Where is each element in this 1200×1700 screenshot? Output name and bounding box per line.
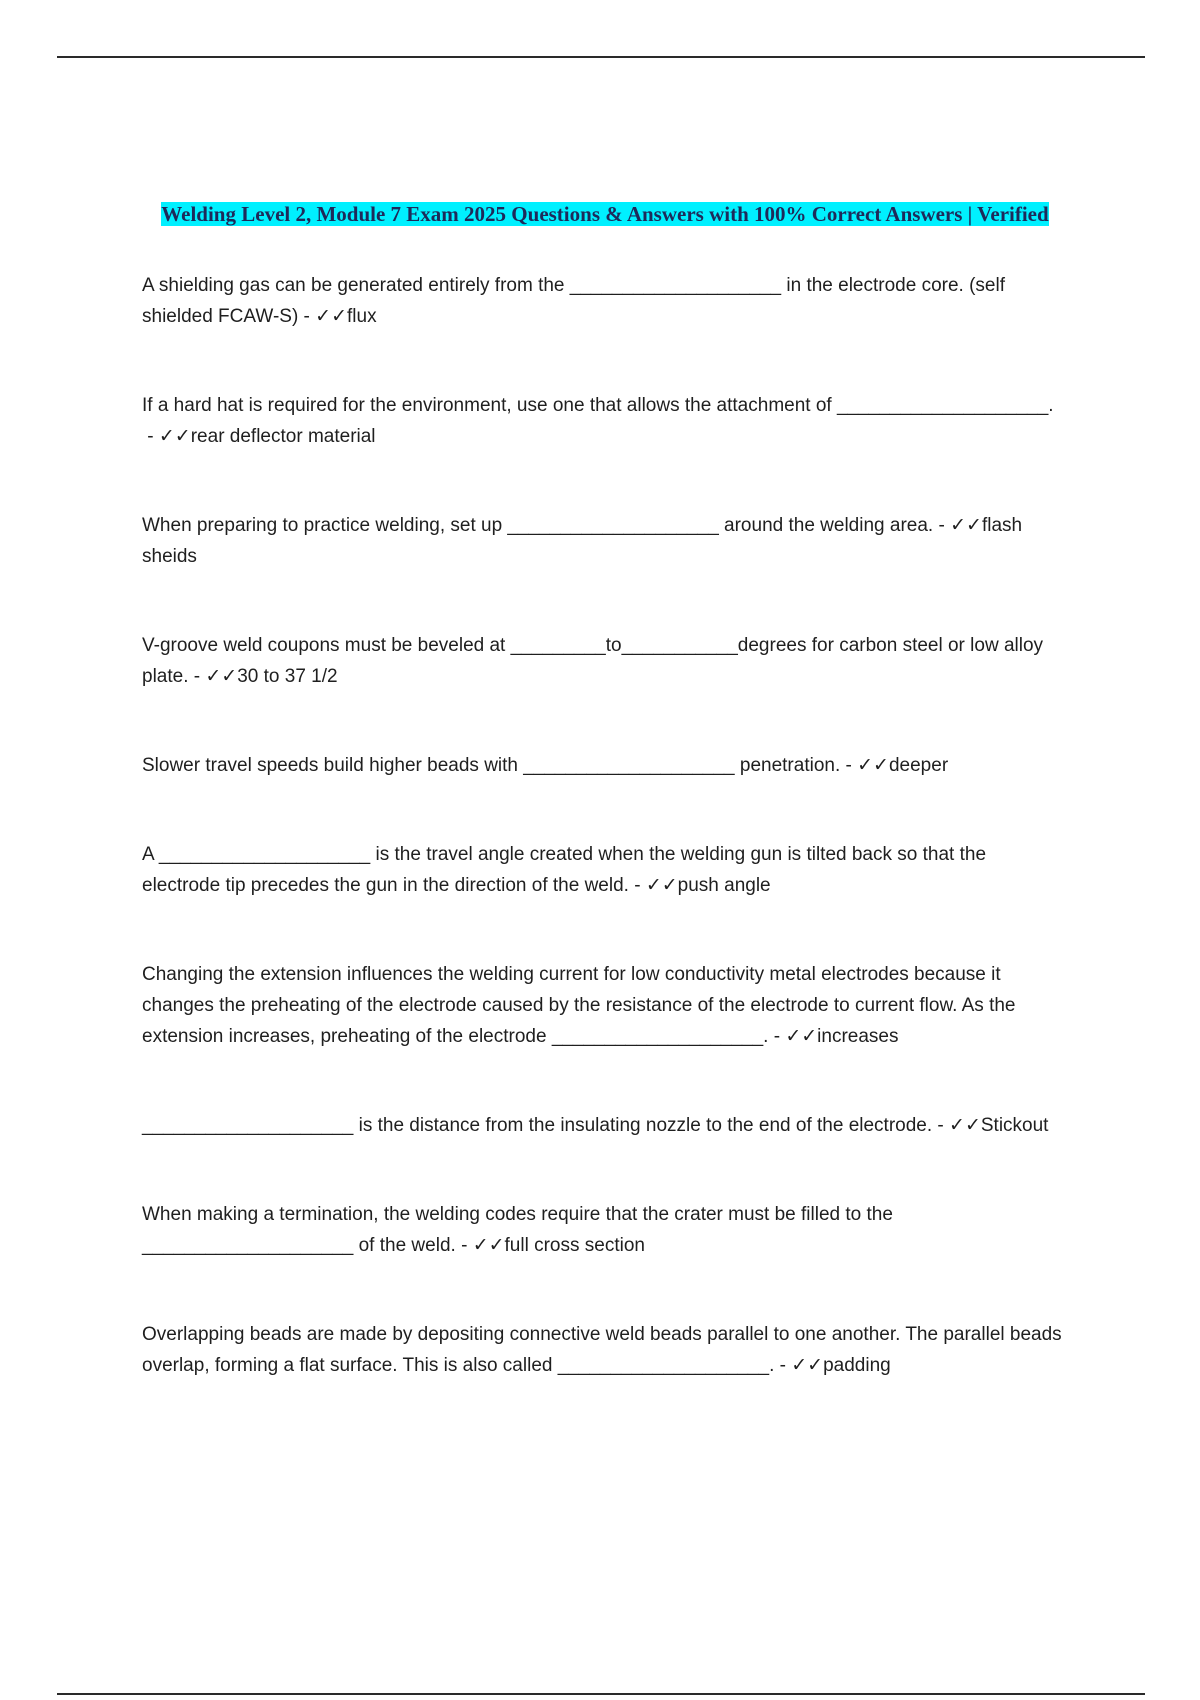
separator: - <box>774 1355 792 1376</box>
check-mark-icon: ✓✓ <box>645 875 678 896</box>
separator: - <box>188 666 206 687</box>
question-text: When making a termination, the welding codes require that the crater must be filled to the ____________________ of the weld. <box>142 1204 893 1256</box>
question-text: A shielding gas can be generated entirely from the ____________________ in the electrode core. (self shielded FCAW-S) <box>142 275 1005 327</box>
answer-text: flash sheids <box>142 515 1023 567</box>
answer-text: increases <box>817 1026 899 1047</box>
document-title-text: Welding Level 2, Module 7 Exam 2025 Questions & Answers with 100% Correct Answers | Verified <box>161 202 1049 226</box>
check-mark-icon: ✓✓ <box>950 515 982 536</box>
document-body <box>142 200 1068 1381</box>
question-text: If a hard hat is required for the environment, use one that allows the attachment of ____________________. <box>142 395 1054 416</box>
qa-item-9 <box>142 1199 1068 1261</box>
separator: - <box>628 875 646 896</box>
answer-text: push angle <box>677 875 771 896</box>
qa-item-10 <box>142 1319 1068 1381</box>
check-mark-icon: ✓✓ <box>315 306 348 327</box>
answer-text: rear deflector material <box>190 426 376 447</box>
header-rule <box>57 56 1145 58</box>
answer-text: Stickout <box>980 1115 1049 1136</box>
question-text: Changing the extension influences the welding current for low conductivity metal electrodes because it changes the preheating of the electrode caused by the resistance of the electrode to current flow. As the extension increases, preheating of the electrode ____________________. <box>142 964 1016 1047</box>
check-mark-icon: ✓✓ <box>949 1115 981 1136</box>
separator: - <box>298 306 316 327</box>
qa-item-7 <box>142 959 1068 1052</box>
question-text: When preparing to practice welding, set up ____________________ around the welding area. <box>142 515 934 536</box>
answer-text: flux <box>347 306 377 327</box>
question-text: Slower travel speeds build higher beads with ____________________ penetration. <box>142 755 841 776</box>
check-mark-icon: ✓✓ <box>472 1235 505 1256</box>
separator: - <box>933 515 951 536</box>
question-text: ____________________ is the distance from the insulating nozzle to the end of the electrode. <box>142 1115 933 1136</box>
check-mark-icon: ✓✓ <box>791 1355 824 1376</box>
question-text: Overlapping beads are made by depositing connective weld beads parallel to one another. The parallel beads overlap, forming a flat surface. This is also called ____________________. <box>142 1324 1062 1376</box>
answer-text: padding <box>823 1355 891 1376</box>
answer-text: deeper <box>888 755 949 776</box>
qa-item-6 <box>142 839 1068 901</box>
document-title <box>142 200 1068 228</box>
separator: - <box>932 1115 950 1136</box>
answer-text: 30 to 37 1/2 <box>237 666 338 687</box>
separator: - <box>768 1026 786 1047</box>
check-mark-icon: ✓✓ <box>857 755 889 776</box>
check-mark-icon: ✓✓ <box>205 666 238 687</box>
footer-rule <box>57 1693 1145 1695</box>
question-text: V-groove weld coupons must be beveled at _________to___________degrees for carbon steel or low alloy plate. <box>142 635 1044 687</box>
qa-item-5 <box>142 750 1068 781</box>
qa-item-2 <box>142 390 1068 452</box>
separator: - <box>455 1235 473 1256</box>
check-mark-icon: ✓✓ <box>785 1026 818 1047</box>
question-text: A ____________________ is the travel angle created when the welding gun is tilted back so that the electrode tip precedes the gun in the direction of the weld. <box>142 844 987 896</box>
check-mark-icon: ✓✓ <box>158 426 191 447</box>
qa-item-1 <box>142 270 1068 332</box>
qa-item-3 <box>142 510 1068 572</box>
qa-item-8 <box>142 1110 1068 1141</box>
qa-item-4 <box>142 630 1068 692</box>
separator: - <box>142 426 159 447</box>
answer-text: full cross section <box>504 1235 645 1256</box>
separator: - <box>840 755 858 776</box>
